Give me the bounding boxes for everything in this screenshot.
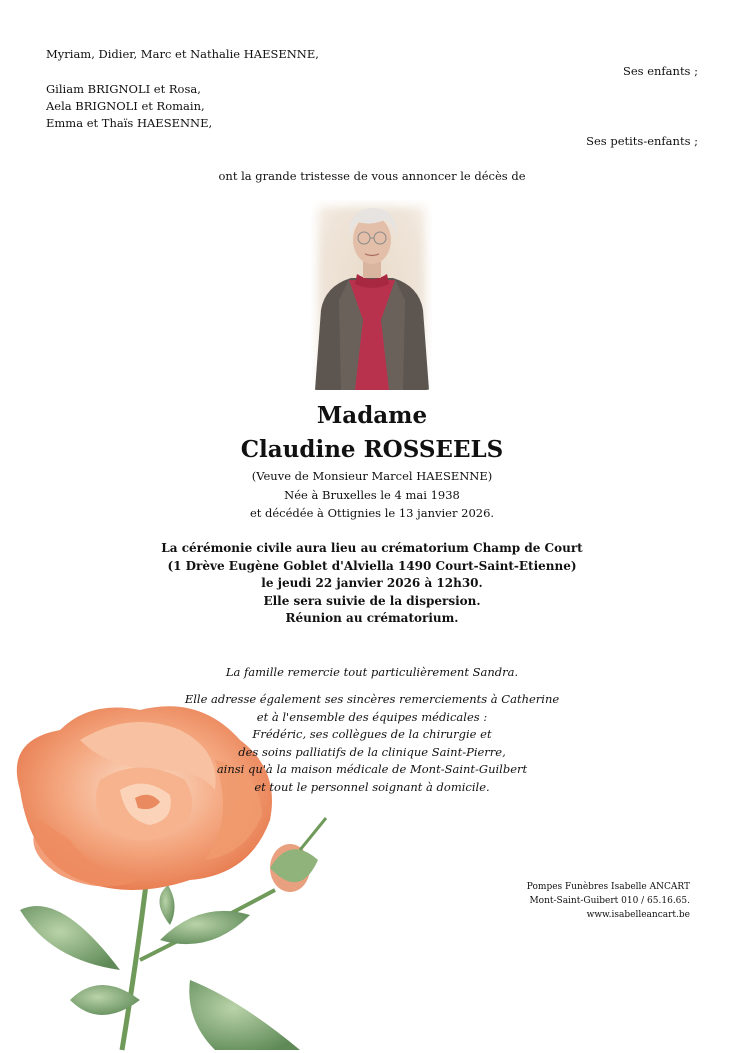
children-label: Ses enfants ; — [622, 64, 698, 78]
thanks-first — [0, 664, 744, 682]
thanks-line: et tout le personnel soignant à domicile. — [254, 779, 490, 794]
birth-line: Née à Bruxelles le 4 mai 1938 — [284, 488, 460, 502]
funeral-home-contact: Mont-Saint-Guibert 010 / 65.16.65. — [529, 896, 690, 906]
deceased-title: Madame — [316, 402, 428, 429]
grandchild-line: Giliam BRIGNOLI et Rosa, — [46, 82, 201, 96]
funeral-home-name: Pompes Funèbres Isabelle ANCART — [526, 882, 690, 892]
grandchild-line: Aela BRIGNOLI et Romain, — [46, 99, 205, 113]
deceased-name: Claudine ROSSEELS — [240, 436, 504, 463]
widow-line: (Veuve de Monsieur Marcel HAESENNE) — [251, 469, 493, 483]
thanks-line: Frédéric, ses collègues de la chirurgie et — [252, 727, 492, 741]
thanks-line: et à l'ensemble des équipes médicales : — [256, 709, 488, 724]
ceremony-line: La cérémonie civile aura lieu au crématorium Champ de Court — [161, 541, 583, 555]
thanks-line: La famille remercie tout particulièrement Sandra. — [225, 665, 519, 679]
grandchild-line: Emma et Thaïs HAESENNE, — [46, 116, 213, 130]
ceremony-line: (1 Drève Eugène Goblet d'Alviella 1490 Court-Saint-Etienne) — [167, 558, 577, 573]
thanks-block — [0, 691, 744, 796]
ceremony-line: Réunion au crématorium. — [285, 611, 459, 625]
portrait-illustration — [311, 200, 432, 390]
grandchildren-list — [46, 81, 212, 132]
death-line: et décédée à Ottignies le 13 janvier 2026. — [249, 506, 495, 520]
ceremony-block — [0, 540, 744, 628]
thanks-line: Elle adresse également ses sincères remerciements à Catherine — [184, 692, 560, 706]
funeral-home-website: www.isabelleancart.be — [586, 910, 690, 920]
children-names: Myriam, Didier, Marc et Nathalie HAESENNE, — [46, 47, 319, 61]
ceremony-line: Elle sera suivie de la dispersion. — [263, 593, 481, 608]
portrait-photo — [311, 200, 432, 390]
grandchildren-label: Ses petits-enfants ; — [586, 134, 698, 148]
thanks-line: ainsi qu'à la maison médicale de Mont-Saint-Guilbert — [216, 762, 528, 776]
announcement-line: ont la grande tristesse de vous annoncer le décès de — [218, 169, 526, 183]
thanks-line: des soins palliatifs de la clinique Saint-Pierre, — [238, 744, 506, 759]
funeral-home-footer — [527, 880, 690, 922]
ceremony-line: le jeudi 22 janvier 2026 à 12h30. — [261, 576, 483, 590]
